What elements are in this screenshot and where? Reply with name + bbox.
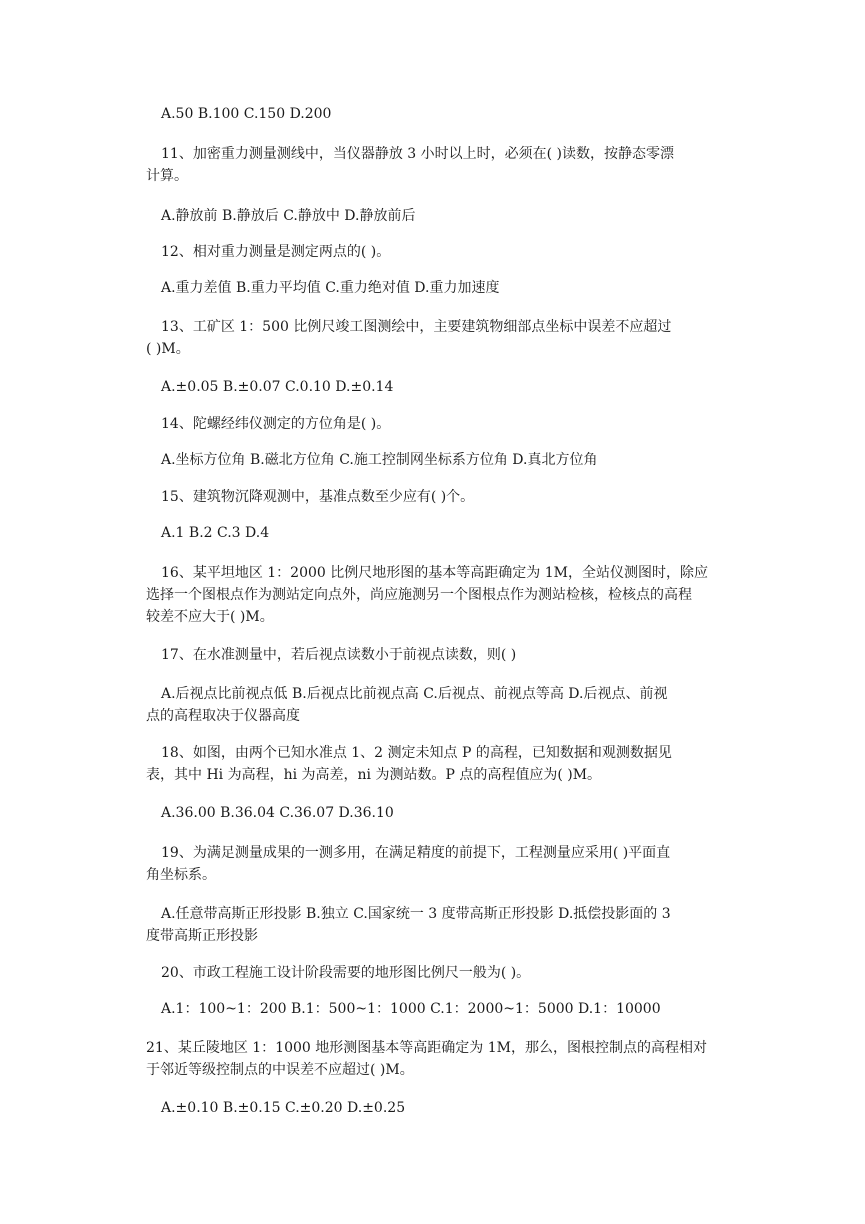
text-line: A.50 B.100 C.150 D.200 bbox=[161, 106, 332, 122]
text-line: 15、建筑物沉降观测中，基准点数至少应有( )个。 bbox=[161, 489, 475, 505]
text-line: 度带高斯正形投影 bbox=[146, 928, 258, 944]
text-line: A.后视点比前视点低 B.后视点比前视点高 C.后视点、前视点等高 D.后视点、前视 bbox=[161, 686, 668, 702]
text-line: 12、相对重力测量是测定两点的( )。 bbox=[161, 244, 391, 260]
text-line: 角坐标系。 bbox=[146, 867, 216, 883]
text-line: 于邻近等级控制点的中误差不应超过( )M。 bbox=[146, 1062, 414, 1078]
text-line: A.36.00 B.36.04 C.36.07 D.36.10 bbox=[161, 805, 394, 821]
text-line: A.±0.05 B.±0.07 C.0.10 D.±0.14 bbox=[161, 379, 394, 395]
text-line: 21、某丘陵地区 1：1000 地形测图基本等高距确定为 1M，那么，图根控制点的高程相对 bbox=[146, 1040, 707, 1056]
text-line: 计算。 bbox=[146, 168, 188, 184]
text-line: A.静放前 B.静放后 C.静放中 D.静放前后 bbox=[161, 208, 416, 224]
text-line: 较差不应大于( )M。 bbox=[146, 609, 274, 625]
text-line: 14、陀螺经纬仪测定的方位角是( )。 bbox=[161, 416, 391, 432]
text-line: A.任意带高斯正形投影 B.独立 C.国家统一 3 度带高斯正形投影 D.抵偿投影面的 3 bbox=[161, 906, 671, 922]
text-line: 18、如图，由两个已知水准点 1、2 测定未知点 P 的高程，已知数据和观测数据见 bbox=[161, 745, 672, 761]
text-line: 11、加密重力测量测线中，当仪器静放 3 小时以上时，必须在( )读数，按静态零漂 bbox=[161, 146, 674, 162]
text-line: A.重力差值 B.重力平均值 C.重力绝对值 D.重力加速度 bbox=[161, 280, 500, 296]
text-line: 17、在水准测量中，若后视点读数小于前视点读数，则( ) bbox=[161, 647, 517, 663]
text-line: A.1：100~1：200 B.1：500~1：1000 C.1：2000~1：5000 D.1：10000 bbox=[161, 1001, 661, 1017]
text-line: 点的高程取决于仪器高度 bbox=[146, 708, 300, 724]
text-line: 20、市政工程施工设计阶段需要的地形图比例尺一般为( )。 bbox=[161, 965, 531, 981]
text-line: 16、某平坦地区 1：2000 比例尺地形图的基本等高距确定为 1M，全站仪测图时，除应 bbox=[161, 565, 708, 581]
text-line: 13、工矿区 1：500 比例尺竣工图测绘中，主要建筑物细部点坐标中误差不应超过 bbox=[161, 319, 672, 335]
text-line: 19、为满足测量成果的一测多用，在满足精度的前提下，工程测量应采用( )平面直 bbox=[161, 845, 671, 861]
text-line: A.坐标方位角 B.磁北方位角 C.施工控制网坐标系方位角 D.真北方位角 bbox=[161, 452, 598, 468]
text-line: 表，其中 Hi 为高程，hi 为高差，ni 为测站数。P 点的高程值应为( )M。 bbox=[146, 767, 602, 783]
text-line: 选择一个图根点作为测站定向点外，尚应施测另一个图根点作为测站检核，检核点的高程 bbox=[146, 587, 692, 603]
text-line: ( )M。 bbox=[146, 341, 190, 357]
text-line: A.±0.10 B.±0.15 C.±0.20 D.±0.25 bbox=[161, 1100, 406, 1116]
text-line: A.1 B.2 C.3 D.4 bbox=[161, 525, 270, 541]
